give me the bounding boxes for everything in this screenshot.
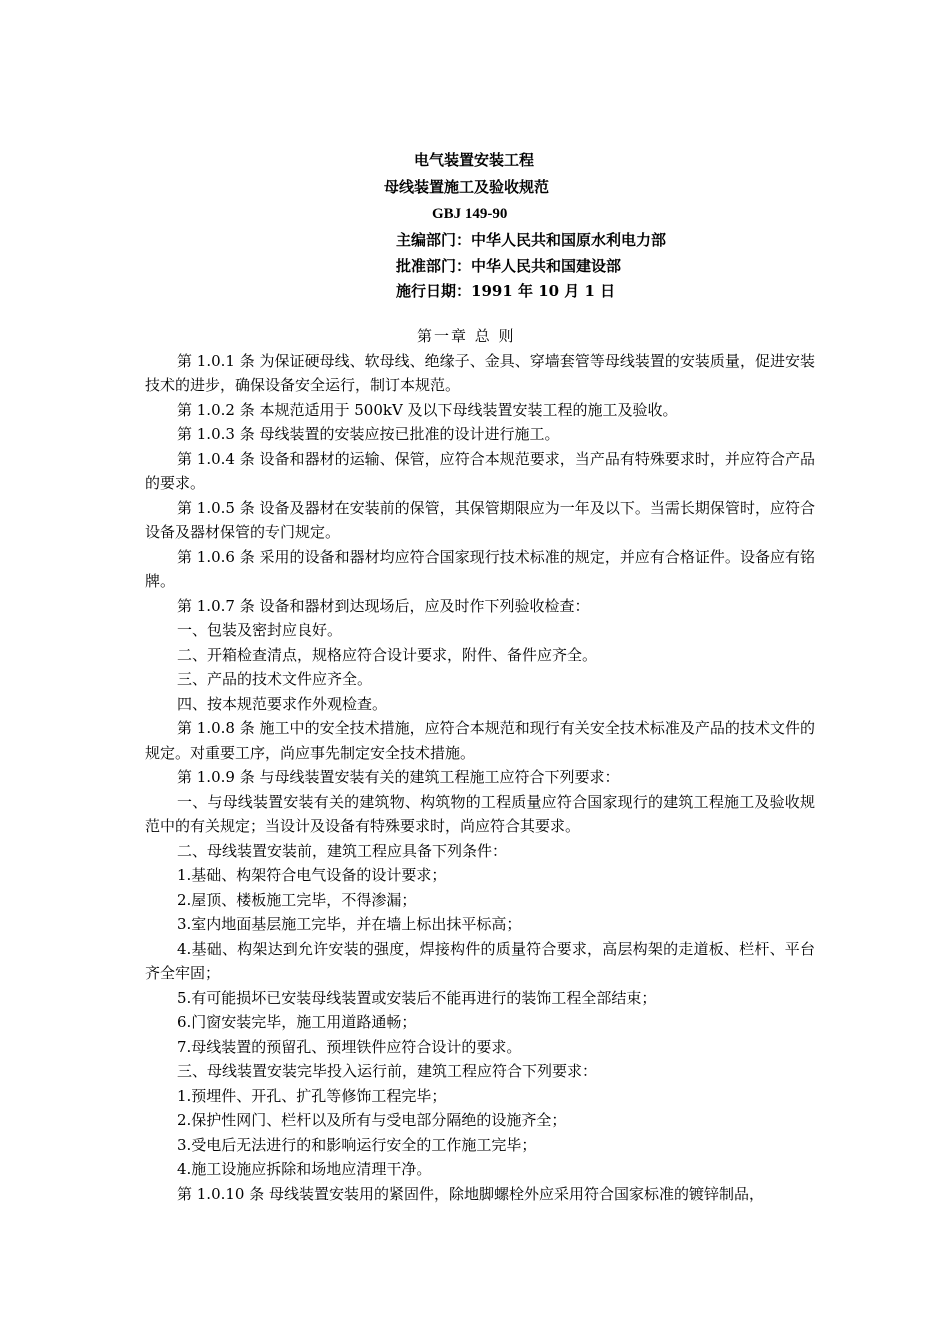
article-1-0-1: 第 1.0.1 条 为保证硬母线、软母线、绝缘子、金具、穿墙套管等母线装置的安装质量，促进安装技术的进步，确保设备安全运行，制订本规范。 xyxy=(145,351,815,394)
article-1-0-9: 第 1.0.9 条 与母线装置安装有关的建筑工程施工应符合下列要求： xyxy=(177,768,620,786)
list-item: 4.基础、构架达到允许安装的强度，焊接构件的质量符合要求，高层构架的走道板、栏杆、平台齐全牢固； xyxy=(145,939,815,982)
list-item: 一、与母线装置安装有关的建筑物、构筑物的工程质量应符合国家现行的建筑工程施工及验收规范中的有关规定；当设计及设备有特殊要求时，尚应符合其要求。 xyxy=(145,792,815,835)
title-line-2: 母线装置施工及验收规范 xyxy=(384,178,550,196)
list-item: 4.施工设施应拆除和场地应清理干净。 xyxy=(177,1160,432,1178)
list-item: 2.保护性网门、栏杆以及所有与受电部分隔绝的设施齐全； xyxy=(177,1111,567,1129)
list-item: 四、按本规范要求作外观检查。 xyxy=(177,694,388,713)
article-1-0-10: 第 1.0.10 条 母线装置安装用的紧固件，除地脚螺栓外应采用符合国家标准的镀锌制品， xyxy=(177,1184,765,1203)
list-item: 1.预埋件、开孔、扩孔等修饰工程完毕； xyxy=(177,1086,447,1105)
list-item: 1.基础、构架符合电气设备的设计要求； xyxy=(177,866,447,884)
article-1-0-6: 第 1.0.6 条 采用的设备和器材均应符合国家现行技术标准的规定，并应有合格证件。设备应有铭牌。 xyxy=(145,547,815,590)
list-item: 2.屋顶、楼板施工完毕，不得渗漏； xyxy=(177,890,417,909)
list-item: 5.有可能损坏已安装母线装置或安装后不能再进行的装饰工程全部结束； xyxy=(177,988,657,1007)
list-item: 二、开箱检查清点，规格应符合设计要求，附件、备件应齐全。 xyxy=(177,645,598,664)
article-1-0-7: 第 1.0.7 条 设备和器材到达现场后，应及时作下列验收检查： xyxy=(177,596,590,615)
chapter-heading: 第一章 总 则 xyxy=(417,327,516,345)
article-1-0-3: 第 1.0.3 条 母线装置的安装应按已批准的设计进行施工。 xyxy=(177,425,560,443)
list-item: 3.受电后无法进行的和影响运行安全的工作施工完毕； xyxy=(177,1135,537,1154)
list-item: 3.室内地面基层施工完毕，并在墙上标出抹平标高； xyxy=(177,915,522,933)
article-1-0-8: 第 1.0.8 条 施工中的安全技术措施，应符合本规范和现行有关安全技术标准及产品的技术文件的规定。对重要工序，尚应事先制定安全技术措施。 xyxy=(145,719,815,762)
approval-department: 批准部门：中华人民共和国建设部 xyxy=(396,257,622,275)
list-item: 7.母线装置的预留孔、预埋铁件应符合设计的要求。 xyxy=(177,1037,522,1056)
list-item: 三、产品的技术文件应齐全。 xyxy=(177,670,373,688)
article-1-0-2: 第 1.0.2 条 本规范适用于 500kV 及以下母线装置安装工程的施工及验收。 xyxy=(177,400,678,419)
article-1-0-5: 第 1.0.5 条 设备及器材在安装前的保管，其保管期限应为一年及以下。当需长期保管时，应符合设备及器材保管的专门规定。 xyxy=(145,498,815,541)
standard-code: GBJ 149-90 xyxy=(432,206,508,222)
list-item: 一、包装及密封应良好。 xyxy=(177,621,343,639)
document-body xyxy=(145,324,815,1206)
title-line-1: 电气装置安装工程 xyxy=(414,151,535,169)
list-item: 6.门窗安装完毕，施工用道路通畅； xyxy=(177,1013,417,1031)
list-item: 三、母线装置安装完毕投入运行前，建筑工程应符合下列要求： xyxy=(177,1062,598,1080)
editor-department: 主编部门：中华人民共和国原水利电力部 xyxy=(396,231,667,249)
list-item: 二、母线装置安装前，建筑工程应具备下列条件： xyxy=(177,841,508,860)
article-1-0-4: 第 1.0.4 条 设备和器材的运输、保管，应符合本规范要求，当产品有特殊要求时，并应符合产品的要求。 xyxy=(145,449,815,492)
effective-date: 施行日期：1991 年 10 月 1 日 xyxy=(396,282,616,300)
